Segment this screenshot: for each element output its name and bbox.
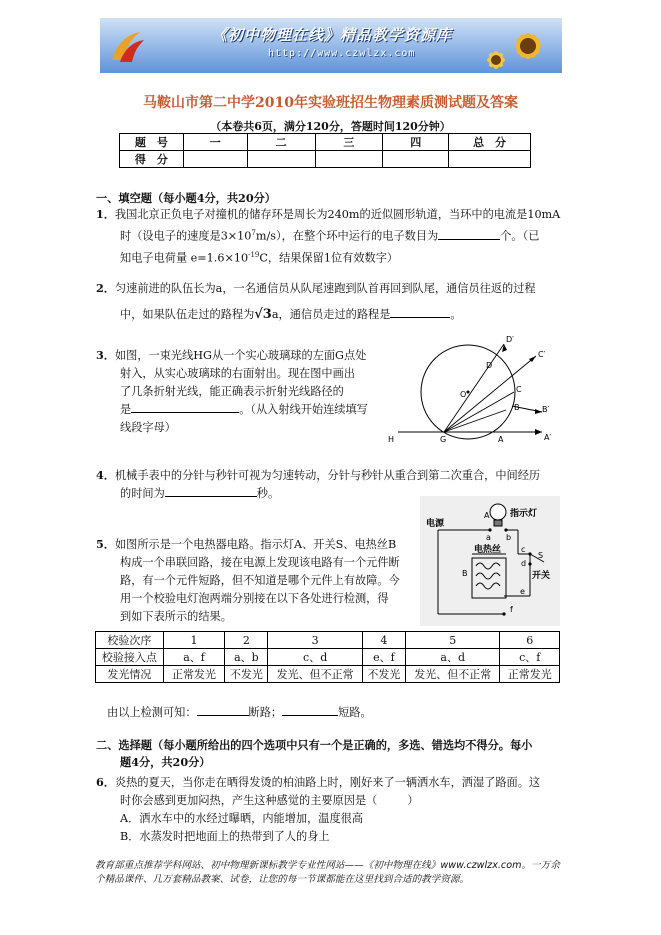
question-text: 了几条折射光线，能正确表示折射光线路径的 xyxy=(120,385,344,398)
figure-label: 指示灯 xyxy=(510,509,538,519)
figure-label: D′ xyxy=(506,335,514,344)
score-table-score-row xyxy=(120,151,531,168)
figure-label: B xyxy=(462,569,468,578)
question-number: 3． xyxy=(96,348,115,362)
q5-conclusion xyxy=(107,704,372,722)
table-cell: 校验次序 xyxy=(96,632,164,649)
table-cell: 4 xyxy=(362,632,405,649)
table-cell: c、f xyxy=(500,649,560,666)
figure-label: a xyxy=(486,533,491,542)
figure-label: 电热丝 xyxy=(474,545,502,555)
question-text: 如图，一束光线HG从一个实心玻璃球的左面G点处 xyxy=(114,349,367,362)
answer-blank[interactable] xyxy=(438,228,500,240)
table-cell: 正常发光 xyxy=(500,666,560,683)
superscript: -19 xyxy=(248,250,260,259)
table-cell: 2 xyxy=(225,632,268,649)
score-cell: 三 xyxy=(315,134,383,151)
figure-label: G xyxy=(440,435,447,444)
footer-line: 个精品课件、几万套精品教案、试卷，让您的每一节课都能在这里找到合适的教学资源。 xyxy=(95,874,470,885)
banner-title: 《初中物理在线》精品教学资源库 xyxy=(212,26,453,44)
score-table-header-row xyxy=(120,134,531,151)
question-number: 6． xyxy=(96,775,115,789)
question-2 xyxy=(96,275,536,328)
figure-label: d xyxy=(521,559,527,568)
answer-blank[interactable] xyxy=(165,485,257,497)
figure-label: b xyxy=(506,533,512,542)
question-text: 用一个校验电灯泡两端分别接在以下各处进行检测，得 xyxy=(120,592,389,605)
banner-url[interactable]: http://www.czwlzx.com xyxy=(268,48,416,59)
figure-label: S xyxy=(538,551,544,560)
score-input-cell[interactable] xyxy=(383,151,449,168)
table-cell: a、f xyxy=(163,649,225,666)
document-title: 马鞍山市第二中学2010年实验班招生物理素质测试题及答案 xyxy=(143,95,518,111)
figure-label: C′ xyxy=(538,350,546,359)
score-cell: 总 分 xyxy=(449,134,531,151)
question-text: 中，如果队伍走过的路程为 xyxy=(120,308,255,321)
question-1 xyxy=(96,205,560,267)
table-cell: c、d xyxy=(268,649,362,666)
figure-label: C xyxy=(516,385,522,394)
answer-blank[interactable] xyxy=(282,704,338,716)
figure-label: D xyxy=(486,361,493,370)
answer-blank[interactable] xyxy=(131,401,239,413)
question-3 xyxy=(96,346,368,437)
figure-label: O xyxy=(460,390,467,399)
section-heading xyxy=(96,737,532,771)
score-input-cell[interactable] xyxy=(247,151,315,168)
table-cell: 正常发光 xyxy=(163,666,225,683)
question-text: 。 xyxy=(450,308,462,321)
question-text: 射入，从实心玻璃球的右面射出。现在图中画出 xyxy=(120,367,355,380)
document-subtitle: （本卷共6页，满分120分，答题时间120分钟） xyxy=(210,120,451,133)
question-5 xyxy=(96,535,400,626)
superscript: 7 xyxy=(251,229,256,237)
figure-label: A xyxy=(484,511,490,520)
question-number: 2． xyxy=(96,281,115,295)
circuit-figure xyxy=(420,496,560,626)
question-text: m/s），在整个环中运行的电子数目为 xyxy=(255,229,439,243)
table-cell: 5 xyxy=(405,632,499,649)
table-cell: 发光、但不正常 xyxy=(268,666,362,683)
score-input-cell[interactable] xyxy=(315,151,383,168)
sqrt-symbol: √3 xyxy=(254,307,272,322)
figure-label: 电源 xyxy=(426,519,445,529)
question-number: 5． xyxy=(96,537,115,551)
figure-label: A′ xyxy=(544,433,552,442)
score-cell: 四 xyxy=(383,134,449,151)
question-text: 。（从入射线开始连续填写 xyxy=(239,403,368,416)
question-text: 构成一个串联回路，接在电源上发现该电路有一个元件断 xyxy=(120,556,400,569)
option-b: B．水蒸发时把地面上的热带到了人的身上 xyxy=(120,830,330,843)
score-cell: 一 xyxy=(183,134,247,151)
table-row xyxy=(96,666,560,683)
question-text: 由以上检测可知： xyxy=(107,706,197,719)
question-text: 炎热的夏天，当你走在晒得发烫的柏油路上时，刚好来了一辆洒水车，洒湿了路面。这 xyxy=(114,776,541,789)
table-cell: 6 xyxy=(500,632,560,649)
section-heading-line: 二、选择题（每小题所给出的四个选项中只有一个是正确的，多选、错选均不得分。每小 xyxy=(96,738,533,752)
figure-label: c xyxy=(521,545,526,554)
figure-label: B xyxy=(514,403,520,412)
sunflower-icon xyxy=(480,20,560,72)
check-table xyxy=(95,631,560,683)
section-heading: 一、填空题（每小题4分，共20分） xyxy=(96,191,276,205)
question-text: 路，有一个元件短路，但不知道是哪个元件上有故障。今 xyxy=(120,574,400,587)
option-a: A．洒水车中的水经过曝晒，内能增加，温度很高 xyxy=(120,812,364,825)
question-text: 我国北京正负电子对撞机的储存环是周长为240m的近似圆形轨道，当环中的电流是10mA xyxy=(114,208,561,221)
question-text: 匀速前进的队伍长为a，一名通信员从队尾速跑到队首再回到队尾，通信员往返的过程 xyxy=(114,282,536,295)
score-input-cell[interactable] xyxy=(449,151,531,168)
site-logo-icon xyxy=(106,24,150,68)
answer-blank[interactable] xyxy=(197,704,249,716)
score-cell: 得 分 xyxy=(120,151,184,168)
question-text: 是 xyxy=(120,403,132,416)
question-text: 的时间为 xyxy=(120,487,165,500)
question-text: 秒。 xyxy=(256,487,280,500)
question-text: 线段字母） xyxy=(120,421,176,434)
table-cell: a、d xyxy=(405,649,499,666)
question-text: 时你会感到更加闷热，产生这种感觉的主要原因是（ xyxy=(120,794,378,807)
section-heading-line: 题4分，共20分） xyxy=(120,755,211,769)
table-cell: 校验接入点 xyxy=(96,649,164,666)
table-cell: 1 xyxy=(163,632,225,649)
score-input-cell[interactable] xyxy=(183,151,247,168)
question-text: 个。（已 xyxy=(500,229,540,243)
question-text: C，结果保留1位有效数字） xyxy=(259,251,399,265)
figure-label: 开关 xyxy=(532,571,551,581)
question-number: 1． xyxy=(96,207,115,221)
table-row xyxy=(96,649,560,666)
figure-label: e xyxy=(520,587,525,596)
figure-label: A xyxy=(498,435,504,444)
score-cell: 二 xyxy=(247,134,315,151)
question-text: ） xyxy=(407,794,419,807)
figure-label: f xyxy=(510,605,513,614)
question-number: 4． xyxy=(96,468,115,482)
table-cell: 发光情况 xyxy=(96,666,164,683)
figure-label: B′ xyxy=(542,405,550,414)
score-table xyxy=(119,133,531,168)
table-cell: e、f xyxy=(362,649,405,666)
table-row xyxy=(96,632,560,649)
question-6 xyxy=(96,773,540,846)
question-text: 断路； xyxy=(248,706,283,719)
site-banner xyxy=(100,18,562,73)
question-text: 时（设电子的速度是3×10 xyxy=(120,229,252,243)
table-cell: 不发光 xyxy=(225,666,268,683)
footer-line: 教育部重点推荐学科网站、初中物理新课标教学专业性网站——《初中物理在线》www.czwlzx.com。一万余 xyxy=(95,860,560,871)
question-text: 机械手表中的分针与秒针可视为匀速转动，分针与秒针从重合到第二次重合，中间经历 xyxy=(114,469,541,482)
question-text: 如图所示是一个电热器电路。指示灯A、开关S、电热丝B xyxy=(114,538,397,551)
question-text: 短路。 xyxy=(338,706,372,719)
page-footer xyxy=(95,859,565,887)
answer-blank[interactable] xyxy=(390,306,450,318)
table-cell: 不发光 xyxy=(362,666,405,683)
table-cell: a、b xyxy=(225,649,268,666)
question-text: 到如下表所示的结果。 xyxy=(120,610,232,623)
question-text: 知电子电荷量 e=1.6×10 xyxy=(120,251,249,265)
table-cell: 3 xyxy=(268,632,362,649)
glass-sphere-figure xyxy=(384,332,560,448)
question-text: a，通信员走过的路程是 xyxy=(271,308,391,321)
table-cell: 发光、但不正常 xyxy=(405,666,499,683)
score-cell: 题 号 xyxy=(120,134,184,151)
figure-label: H xyxy=(388,435,395,444)
